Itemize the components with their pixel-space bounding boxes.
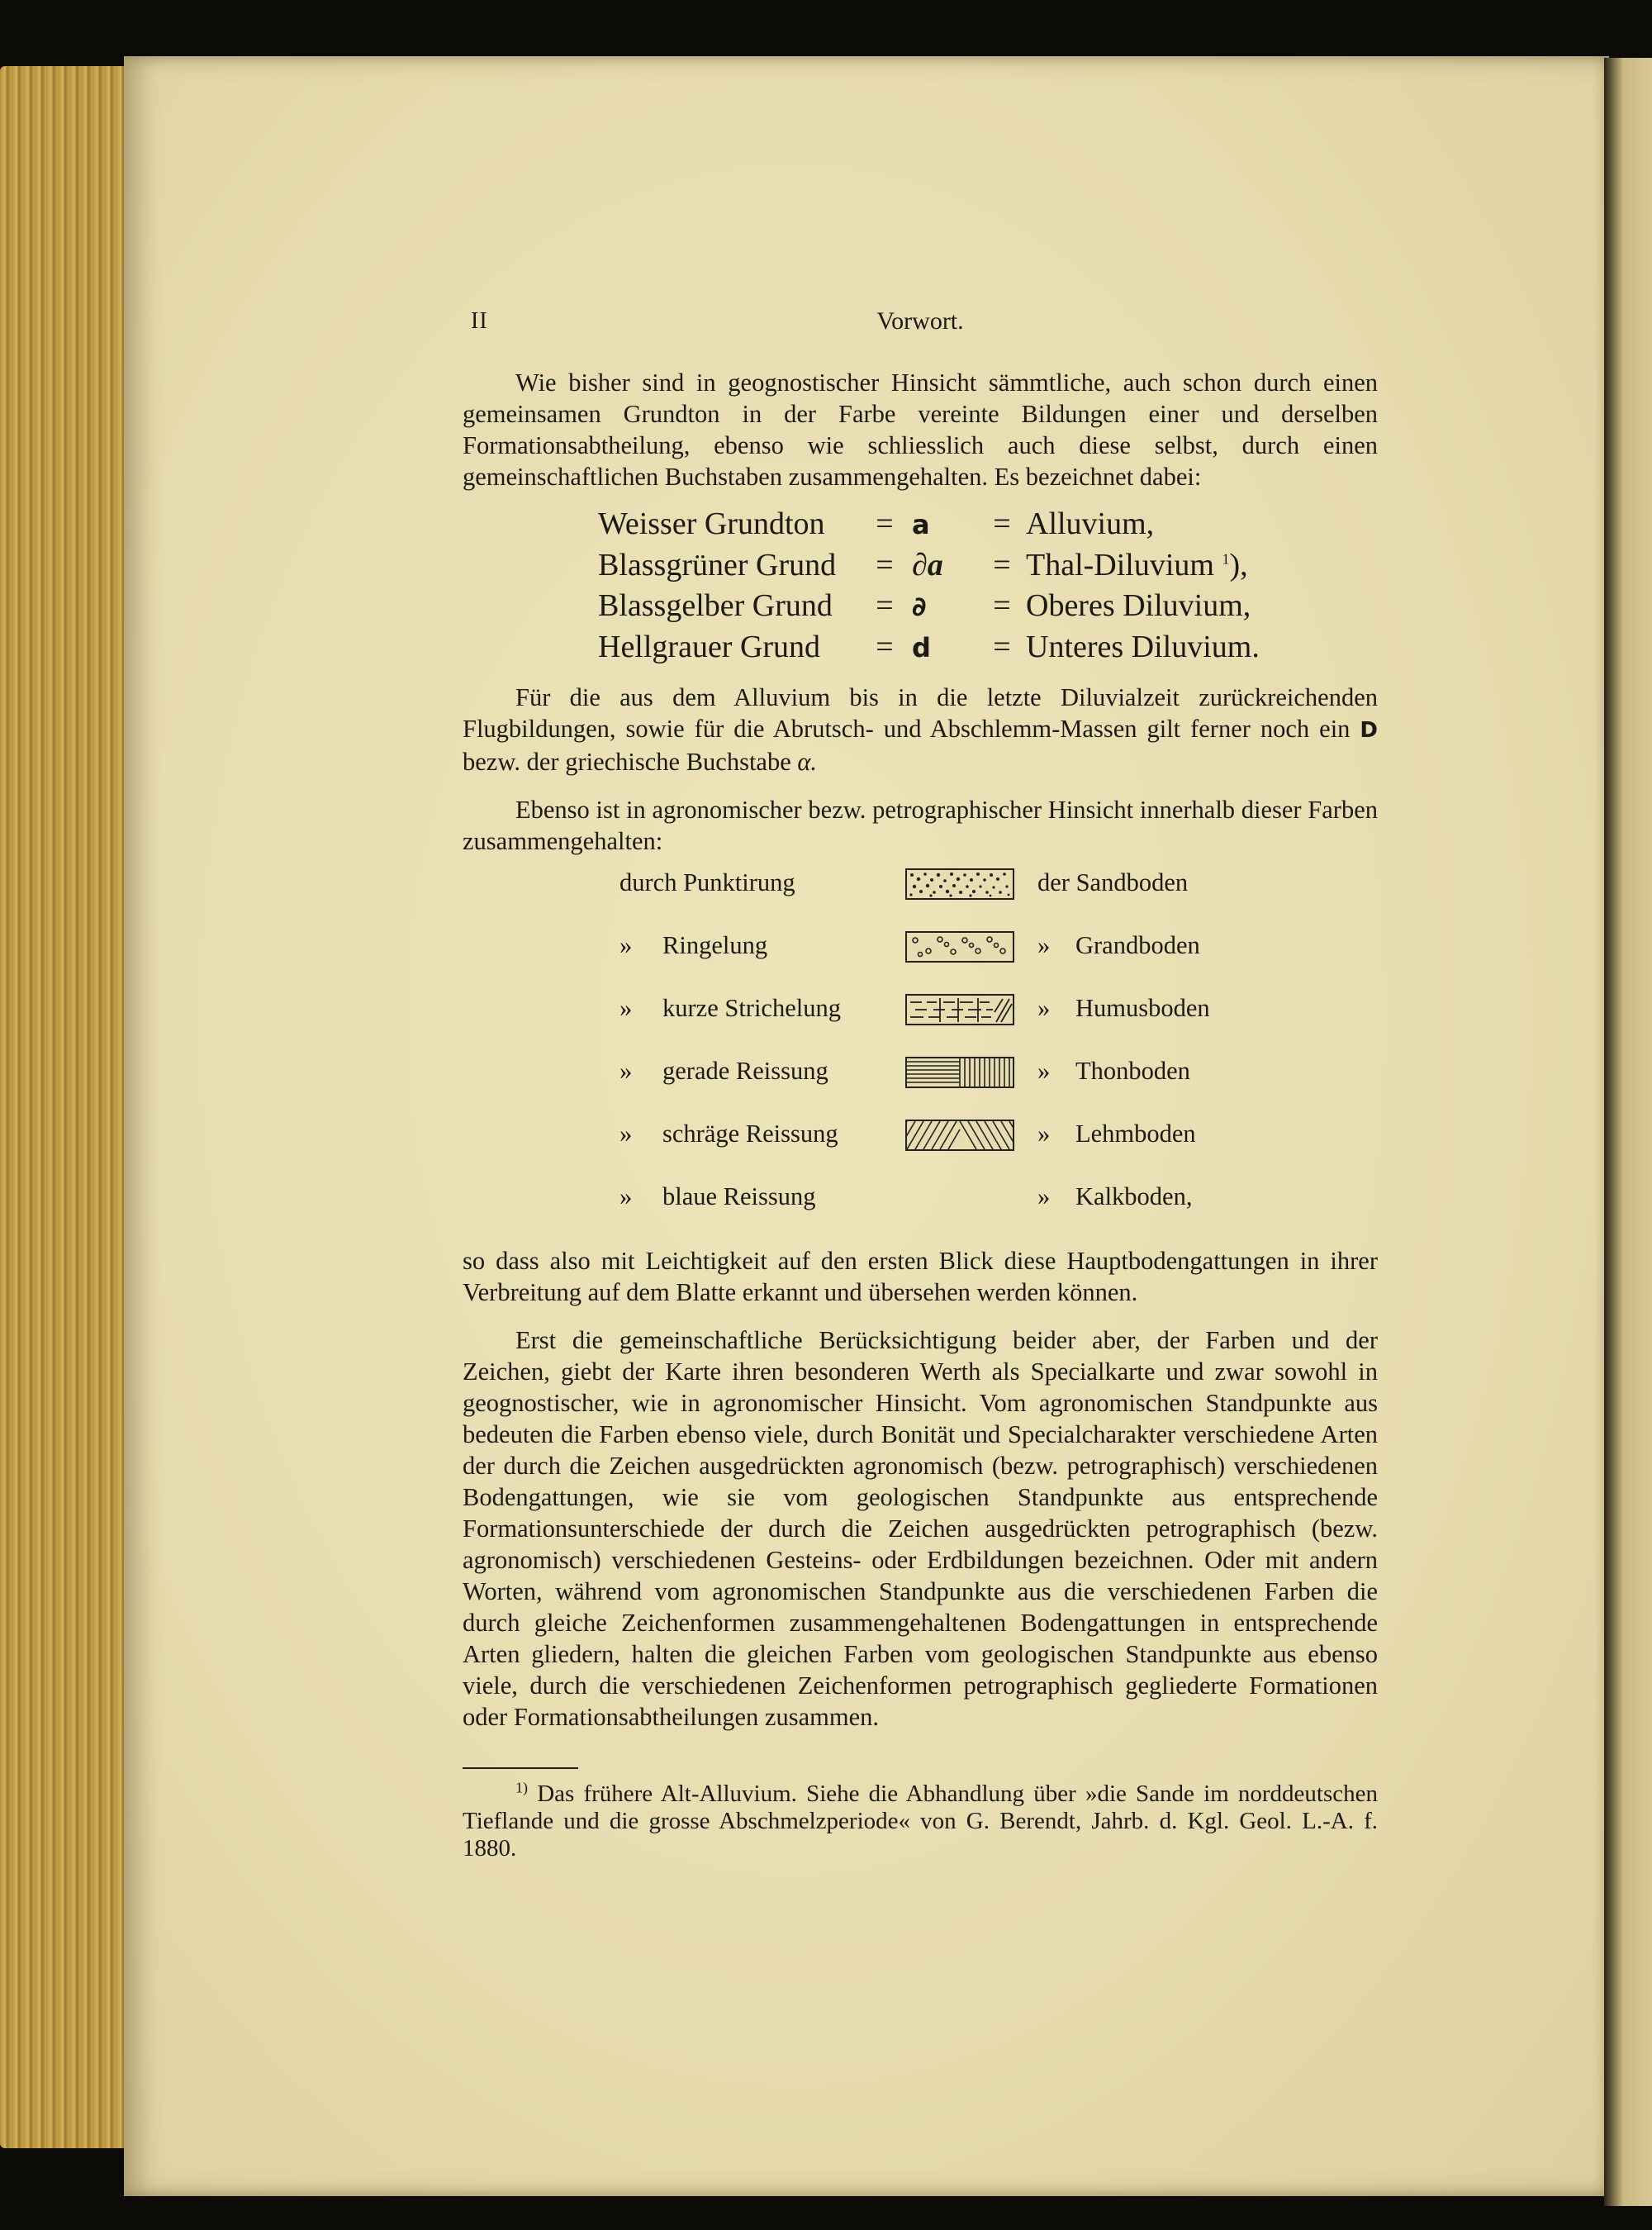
next-page-edge <box>1604 58 1652 2206</box>
erst-paragraph: Erst die gemeinschaftliche Berücksichtigung beider aber, der Farben und der Zeichen, giebt der Karte ihren besonderen Werth als Specialkarte und zwar sowohl in geognostischer, wie in agronomischer Hinsicht. Vom agronomischen Standpunkte aus bedeuten die Farben ebenso viele, durch Bonität und Specialcharakter verschiedene Arten der durch die Zeichen ausgedrückten agronomisch (bezw. petrographisch) verschiedenen Bodengattungen, wie sie vom geologischen Standpunkte aus entsprechende Formationsunterschiede der durch die Zeichen ausgedrückten petrographisch (bezw. agronomisch) verschiedenen Gesteins- oder Erdbildungen bezeichnen. Oder mit andern Worten, während vom agronomischen Standpunkte aus die verschiedenen Farben die durch gleiche Zeichenformen zusammengehaltenen Bodengattungen in entsprechende Arten gliedern, halten die gleichen Farben vom geologischen Standpunkte aus ebenso viele, durch die verschiedenen Zeichenformen petrographisch gegliederte Formationen oder Formationsabtheilungen zusammen. <box>463 1326 1378 1731</box>
flug-paragraph: Für die aus dem Alluvium bis in die letzte Diluvialzeit zurückreichenden Flugbildungen, sowie für die Abrutsch- und Abschlemm-Massen gilt ferner noch ein D bezw. der griechische Buchstabe α. <box>463 683 1378 776</box>
equation-row <box>598 586 1378 627</box>
soil-type: der Sandboden <box>1037 868 1189 896</box>
formation-letter: d <box>912 632 931 663</box>
soil-type: Humusboden <box>1075 994 1210 1022</box>
pattern-method: Ringelung <box>662 931 768 959</box>
ditto-mark: » <box>620 1120 633 1148</box>
pattern-method: blaue Reissung <box>662 1182 816 1210</box>
dots-icon <box>905 868 1014 900</box>
footnote-text: Das frühere Alt-Alluvium. Siehe die Abhandlung über »die Sande im norddeutschen Tieflande und die grosse Abschmelzperiode« von G. Berendt, Jahrb. d. Kgl. Geol. L.-A. f. 1880. <box>463 1781 1379 1862</box>
ditto-mark: » <box>1037 994 1051 1022</box>
legend-row <box>463 1055 1378 1118</box>
pattern-method: durch Punktirung <box>620 868 795 896</box>
equals-sign: = <box>993 630 1011 664</box>
formation-name: Thal-Diluvium $^1$), <box>1026 548 1248 582</box>
equation-row <box>598 627 1378 668</box>
formation-name: Oberes Diluvium, <box>1026 588 1251 623</box>
ground-color: Hellgrauer Grund <box>598 630 821 664</box>
legend-row <box>463 1118 1378 1181</box>
agro-intro-paragraph: Ebenso ist in agronomischer bezw. petrographischer Hinsicht innerhalb dieser Farben zusammengehalten: <box>463 796 1378 855</box>
pattern-method: schräge Reissung <box>662 1120 838 1148</box>
diagonal-lines-icon <box>905 1120 1014 1151</box>
ground-color: Blassgrüner Grund <box>598 548 837 582</box>
dashes-icon <box>905 994 1014 1025</box>
alpha-letter: α. <box>797 748 818 776</box>
ditto-mark: » <box>620 1057 633 1085</box>
legend-row <box>463 867 1378 930</box>
running-header <box>463 306 1378 342</box>
ditto-mark: » <box>1037 1182 1051 1210</box>
formation-equations <box>598 504 1378 668</box>
intro-paragraph: Wie bisher sind in geognostischer Hinsicht sämmtliche, auch schon durch einen gemeinsamen Grundton in der Farbe vereinte Bildungen einer und derselben Formationsabtheilung, ebenso wie schliesslich auch diese selbst, durch einen gemeinschaftlichen Buchstaben zusammengehalten. Es bezeichnet dabei: <box>463 368 1378 491</box>
ground-color: Blassgelber Grund <box>598 588 833 623</box>
legend-row <box>463 930 1378 992</box>
legend-row <box>463 992 1378 1055</box>
equation-row <box>598 504 1378 545</box>
soil-pattern-legend <box>463 867 1378 1230</box>
soil-type: Grandboden <box>1075 931 1200 959</box>
equals-sign: = <box>876 630 894 664</box>
soil-type: Kalkboden, <box>1075 1182 1193 1210</box>
pattern-method: kurze Strichelung <box>662 994 841 1022</box>
formation-letter: ∂a <box>912 548 943 582</box>
equals-sign: = <box>993 506 1011 541</box>
page-content <box>463 306 1378 1862</box>
letter-d: D <box>1360 718 1378 743</box>
ditto-mark: » <box>1037 1120 1051 1148</box>
page-number: II <box>471 308 488 334</box>
soil-type: Thonboden <box>1075 1057 1190 1085</box>
ditto-mark: » <box>620 1182 633 1210</box>
formation-letter: a <box>912 509 930 540</box>
ditto-mark: » <box>620 994 633 1022</box>
ground-color: Weisser Grundton <box>598 506 825 541</box>
ditto-mark: » <box>1037 1057 1051 1085</box>
header-title: Vorwort. <box>876 307 964 335</box>
equation-row <box>598 545 1378 586</box>
soil-type: Lehmboden <box>1075 1120 1196 1148</box>
formation-letter: ∂ <box>912 591 927 622</box>
formation-name: Alluvium, <box>1026 506 1155 541</box>
legend-row <box>463 1181 1378 1230</box>
formation-name: Unteres Diluvium. <box>1026 630 1260 664</box>
footnote-marker: 1) <box>515 1779 528 1796</box>
footnote-rule <box>463 1767 578 1769</box>
equals-sign: = <box>876 506 894 541</box>
book-page-edges <box>0 66 132 2148</box>
footnote-ref: 1 <box>1222 550 1230 568</box>
equals-sign: = <box>876 588 894 623</box>
ditto-mark: » <box>620 931 633 959</box>
equals-sign: = <box>993 588 1011 623</box>
footnote <box>463 1781 1378 1862</box>
ditto-mark: » <box>1037 931 1051 959</box>
straight-lines-icon <box>905 1057 1014 1088</box>
rings-icon <box>905 931 1014 963</box>
so-dass-paragraph: so dass also mit Leichtigkeit auf den ersten Blick diese Hauptbodengattungen in ihrer Verbreitung auf dem Blatte erkannt und übersehen werden können. <box>463 1247 1378 1306</box>
equals-sign: = <box>993 548 1011 582</box>
equals-sign: = <box>876 548 894 582</box>
pattern-method: gerade Reissung <box>662 1057 828 1085</box>
